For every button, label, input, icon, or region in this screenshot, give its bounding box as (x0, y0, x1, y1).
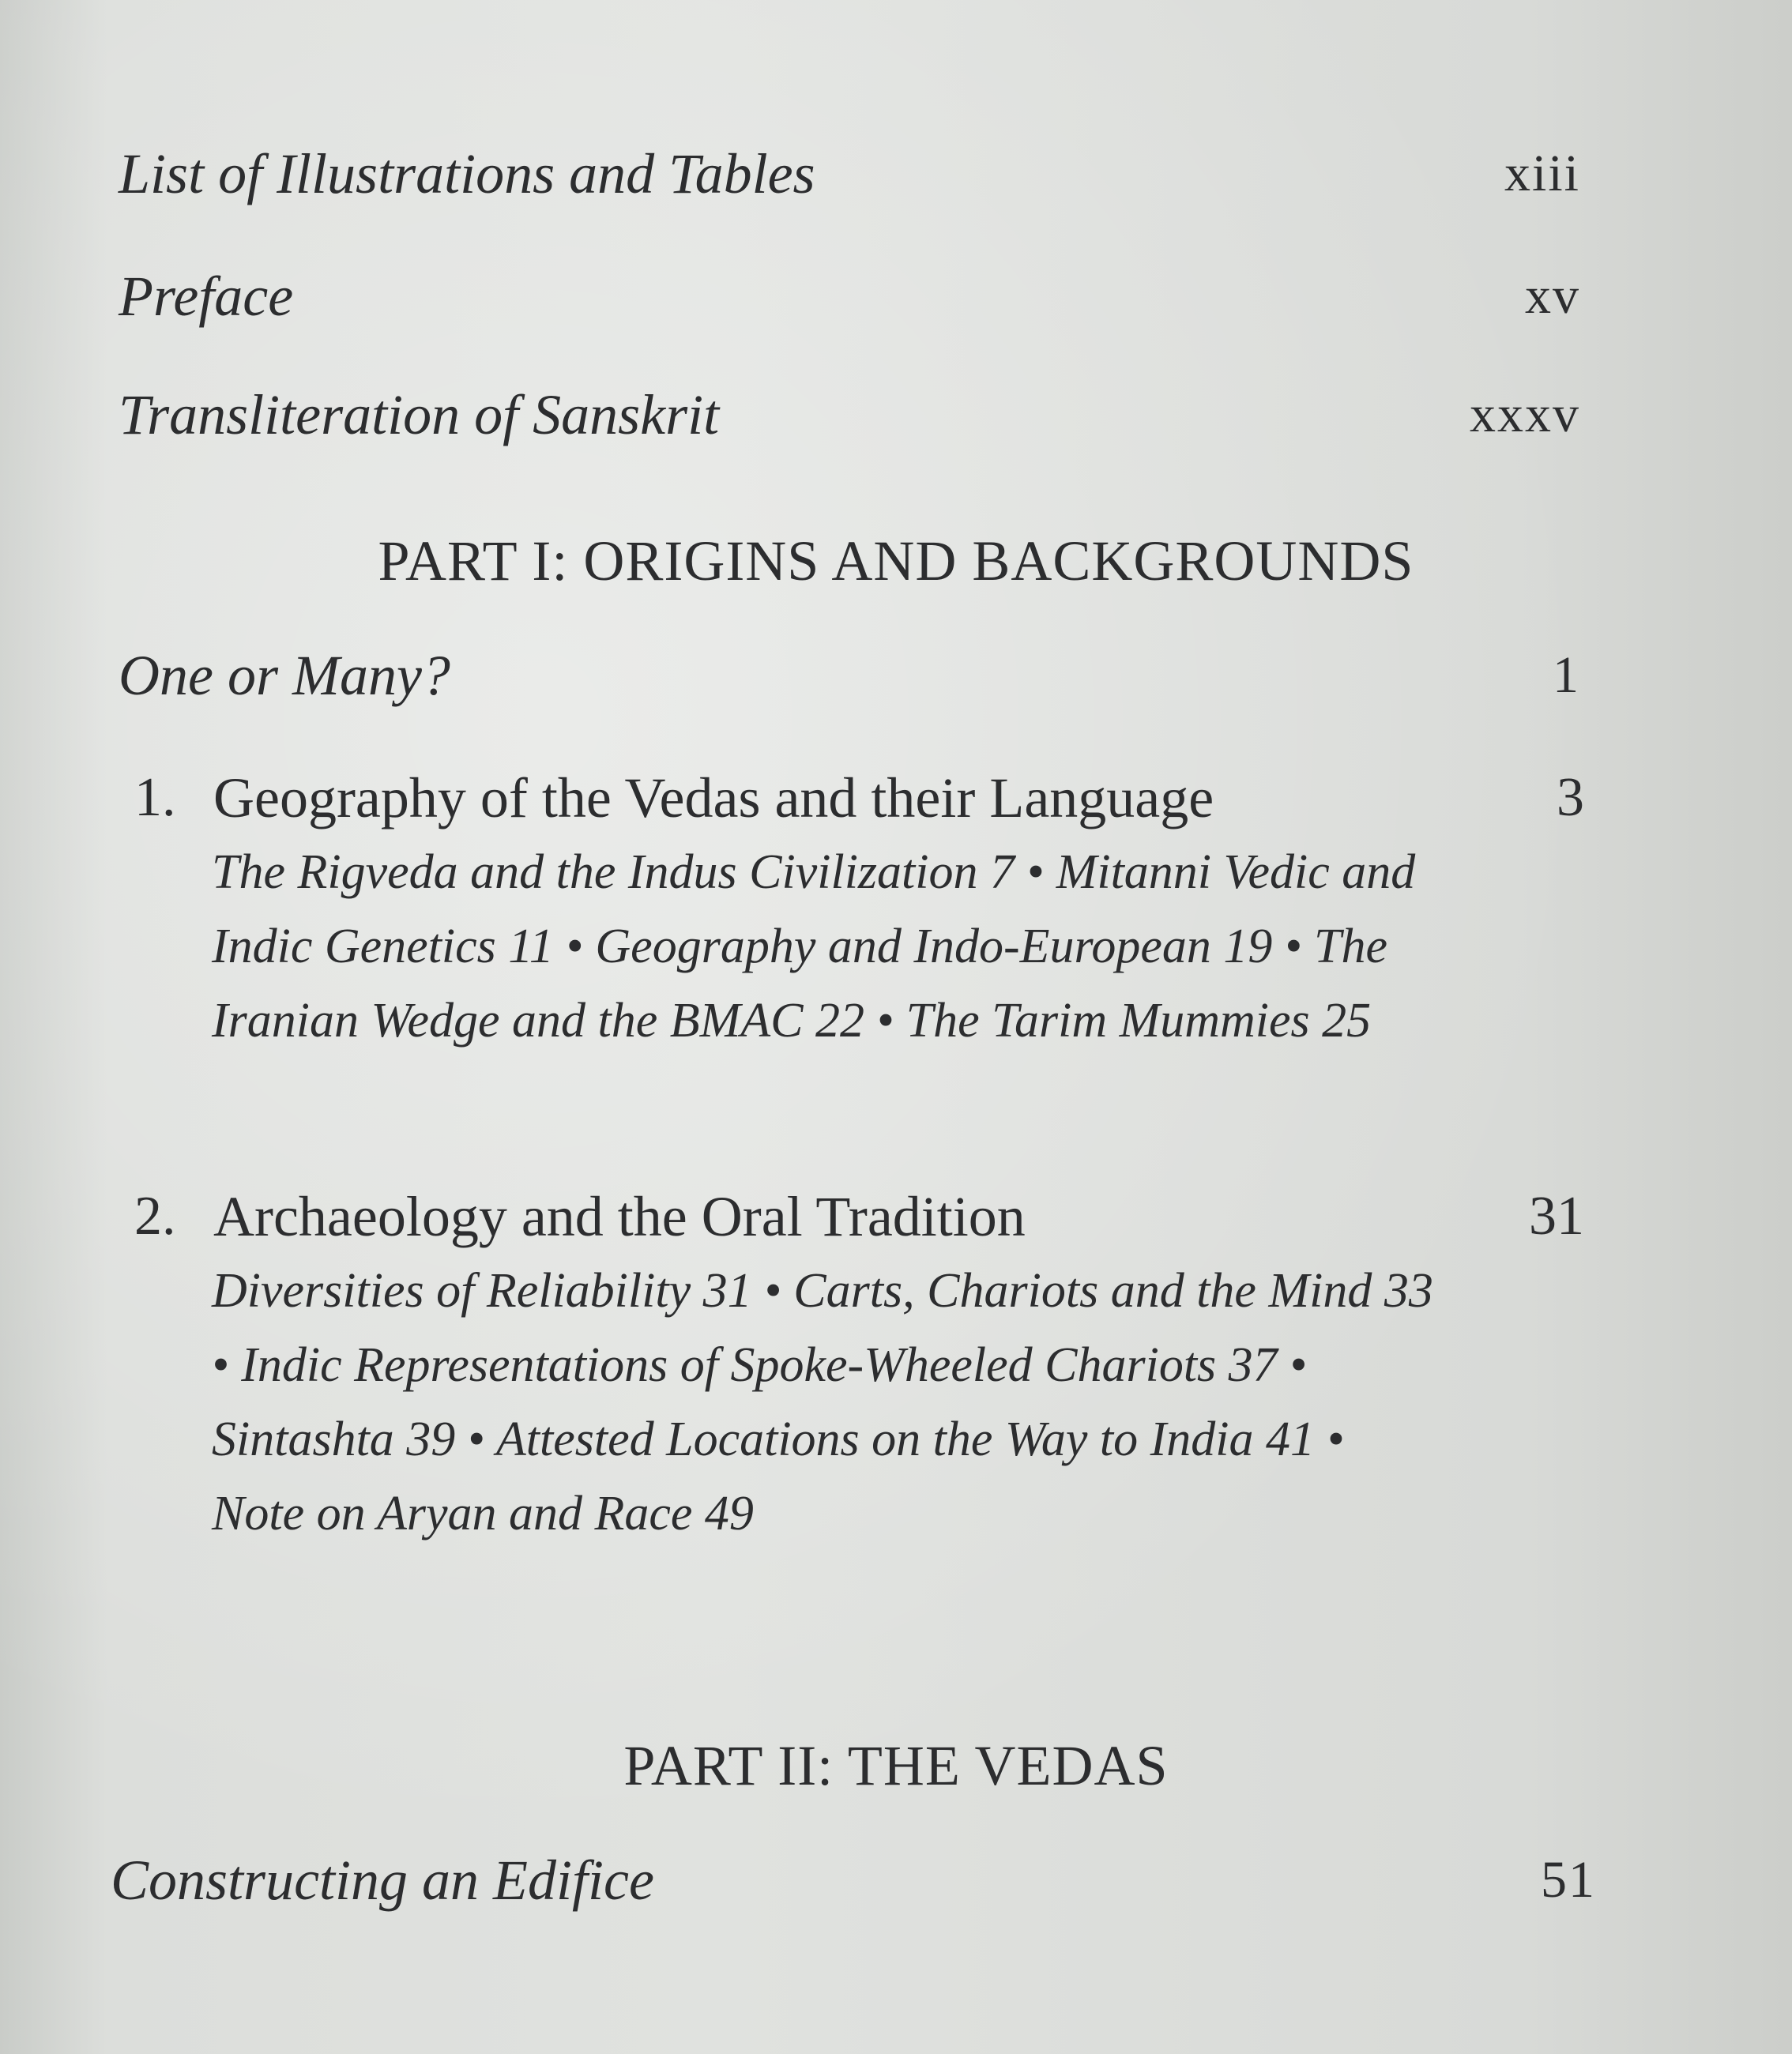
toc-entry-page: xiii (1504, 145, 1580, 202)
toc-entry-page: xv (1525, 267, 1580, 325)
chapter-sections: Diversities of Reliability 31 • Carts, Chariots and the Mind 33 • Indic Representations of Spoke-Wheeled Chariots 37 • Sintashta 39 • Attested Locations on the Way to India 41 • Note on Aryan and Race 49 (212, 1264, 1433, 1540)
toc-entry-page: 51 (1541, 1851, 1596, 1909)
chapter-page: 3 (1557, 767, 1584, 828)
toc-entry-title: Constructing an Edifice (111, 1849, 654, 1912)
chapter-title: Geography of the Vedas and their Language (213, 766, 1214, 830)
toc-entry-page: xxxv (1470, 386, 1580, 443)
chapter-page: 31 (1529, 1186, 1584, 1247)
chapter-title: Archaeology and the Oral Tradition (213, 1185, 1026, 1248)
toc-entry-title: One or Many? (119, 644, 450, 707)
toc-entry-title: Preface (119, 265, 294, 328)
toc-entry-preface (119, 261, 1580, 332)
toc-entry-page: 1 (1553, 646, 1580, 704)
chapter-number: 2. (134, 1186, 176, 1247)
toc-entry-title: Transliteration of Sanskrit (119, 383, 720, 446)
toc-entry-part2-intro (111, 1845, 1596, 1916)
toc-entry-illustrations (119, 138, 1580, 209)
part-heading-2: PART II: THE VEDAS (623, 1734, 1169, 1797)
chapter-number: 1. (134, 767, 176, 828)
toc-entry-part1-intro (119, 640, 1580, 711)
toc-entry-title: List of Illustrations and Tables (119, 142, 815, 205)
part-heading-1: PART I: ORIGINS AND BACKGROUNDS (378, 529, 1414, 592)
chapter-sections: The Rigveda and the Indus Civilization 7 • Mitanni Vedic and Indic Genetics 11 • Geography and Indo-European 19 • The Iranian Wedge and the BMAC 22 • The Tarim Mummies 25 (212, 845, 1416, 1048)
toc-entry-transliteration (119, 379, 1580, 450)
